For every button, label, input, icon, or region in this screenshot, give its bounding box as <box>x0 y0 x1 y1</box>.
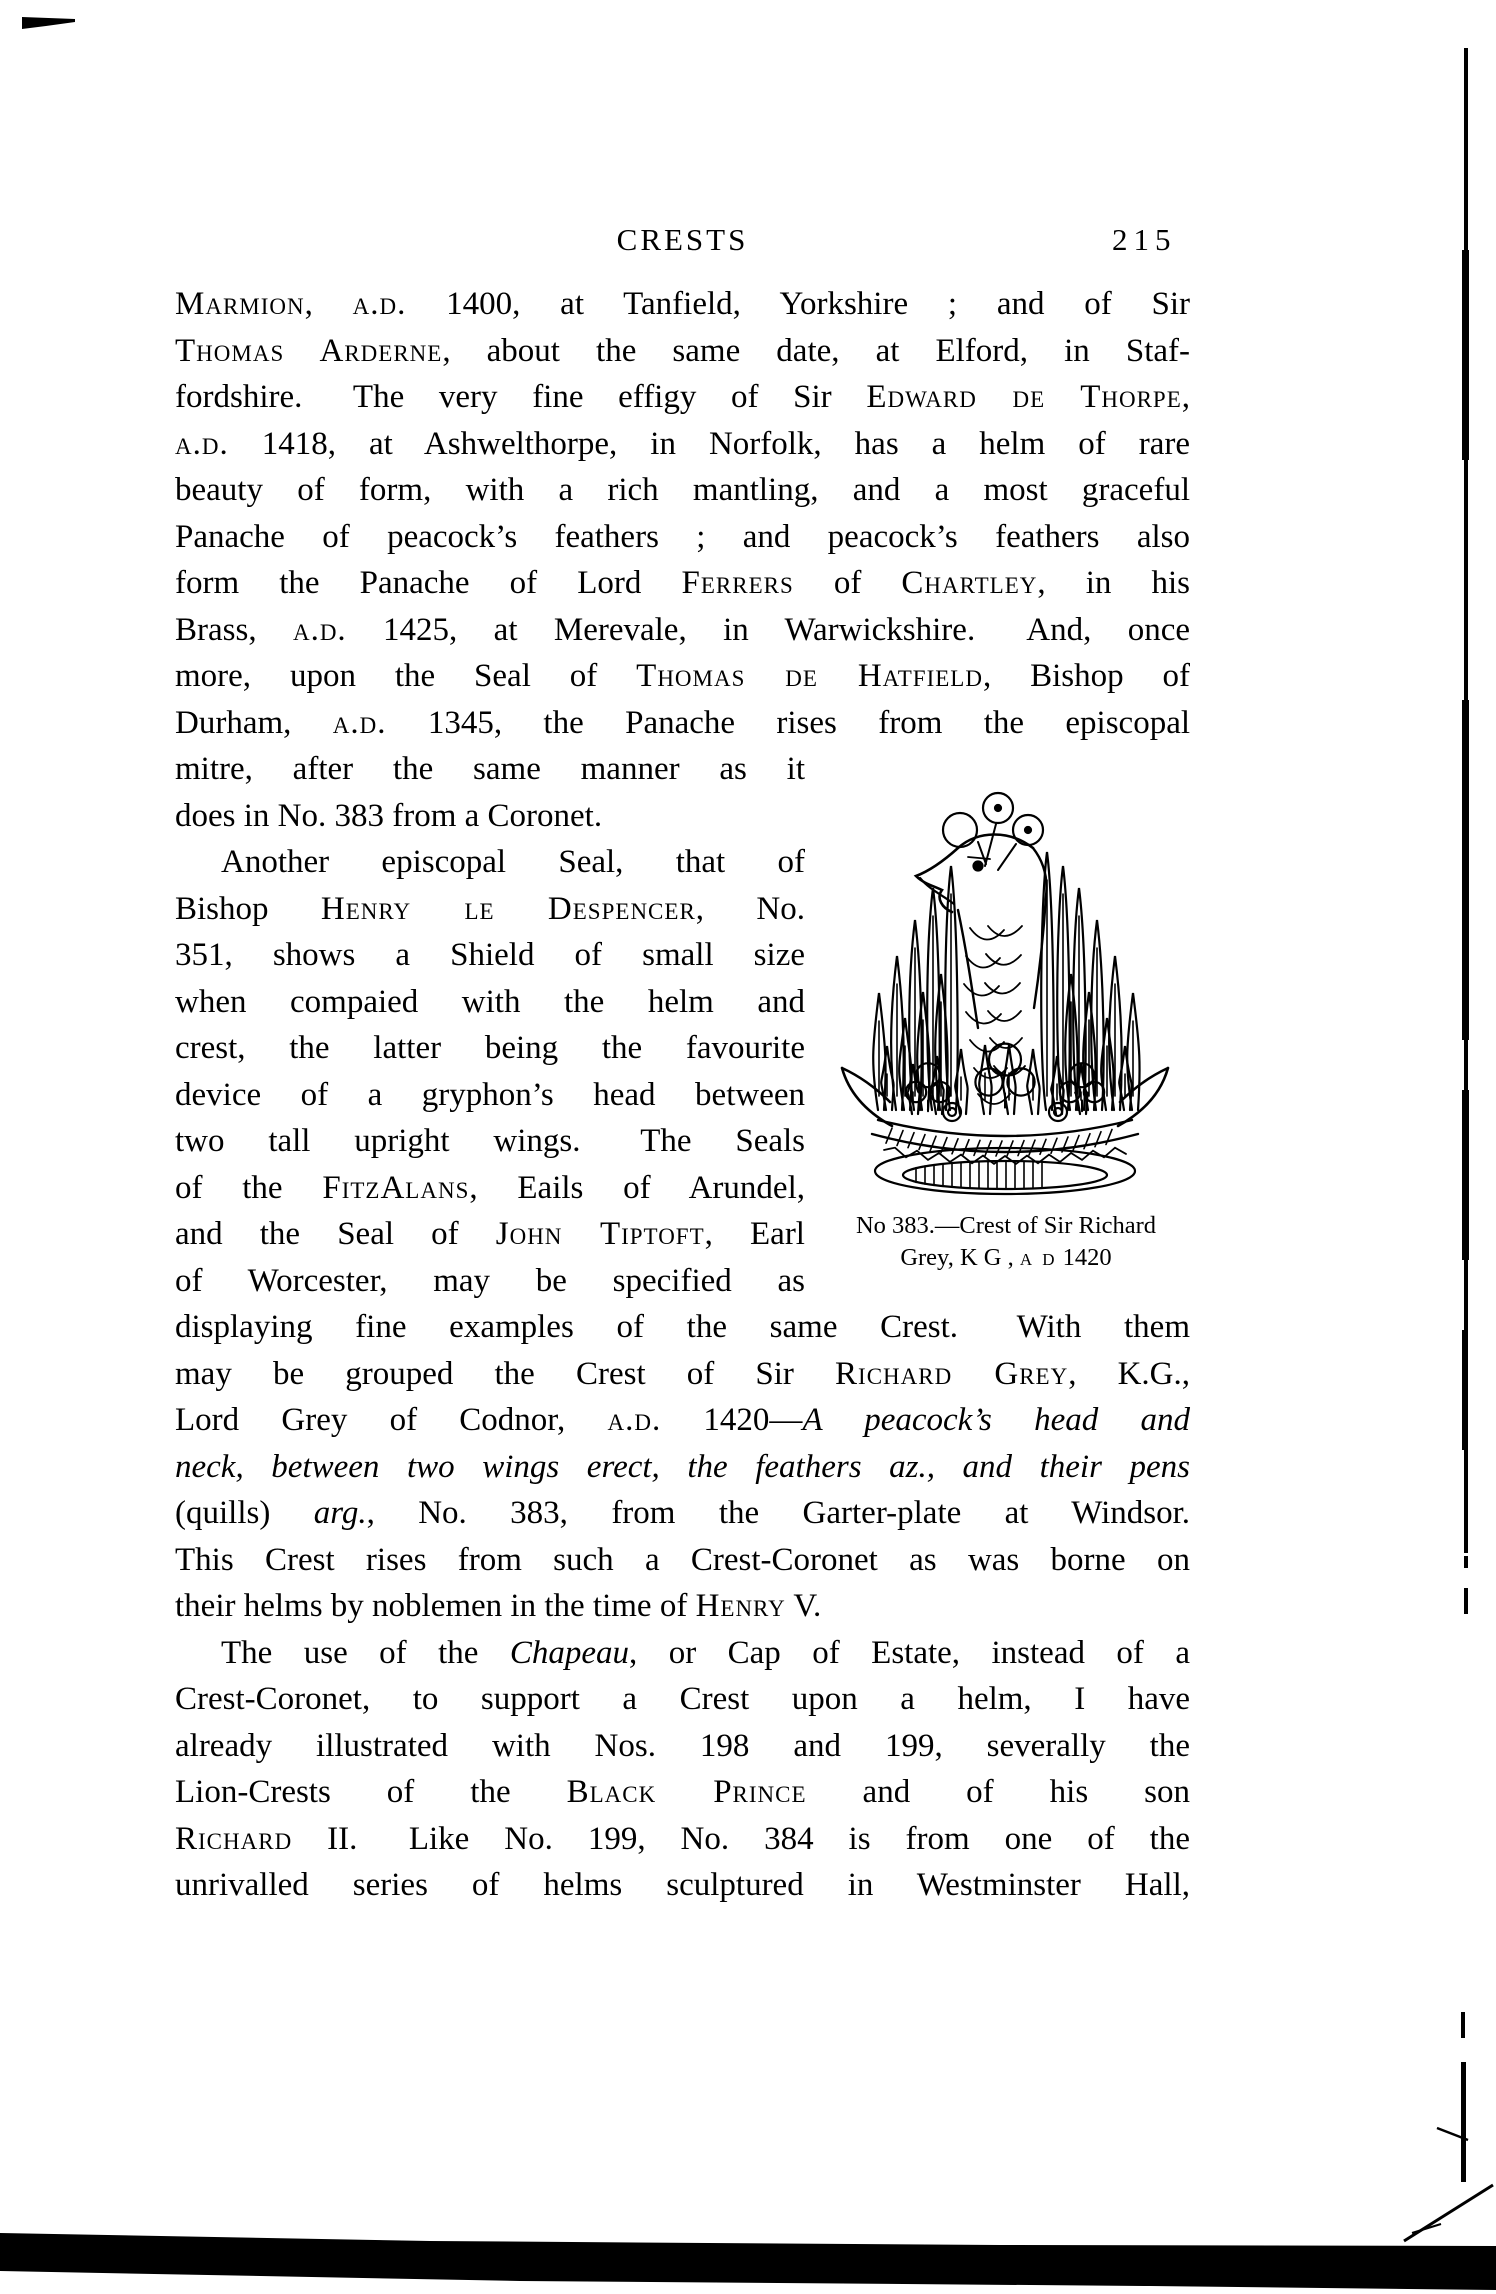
text-segment: of <box>793 565 902 601</box>
text-segment: , Earl <box>704 1216 805 1252</box>
text-line <box>175 1490 1190 1537</box>
text-segment: mitre, after the same manner as it <box>175 751 805 787</box>
text-line <box>175 1072 805 1119</box>
text-segment: II. Like No. 199, No. 384 is from one of the <box>292 1820 1190 1857</box>
text-line <box>175 1118 805 1165</box>
text-line <box>175 1583 1190 1630</box>
text-segment: already illustrated with Nos. 198 and 199, severally the <box>175 1727 1190 1764</box>
text-segment: fordshire. The very fine effigy of Sir <box>175 379 867 415</box>
text-line <box>175 1258 805 1305</box>
text-segment: Thomas Arderne <box>175 332 443 369</box>
text-segment: 351, shows a Shield of small size <box>175 937 805 973</box>
text-segment: Chapeau <box>509 1634 630 1671</box>
text-segment: displaying fine examples of the same Crest. With them <box>175 1309 1190 1345</box>
text-segment: The use of the <box>221 1634 510 1671</box>
text-line <box>175 746 805 793</box>
text-line <box>175 1537 1190 1584</box>
text-segment: Richard <box>175 1820 293 1857</box>
text-segment: A peacock’s head and <box>802 1402 1191 1438</box>
text-segment: Durham, <box>175 704 333 741</box>
scan-artifact-corner-crease <box>1404 2128 1493 2241</box>
scan-artifact-top-left-mark <box>22 17 75 29</box>
text-line <box>175 1723 1190 1770</box>
text-segment: , No. 383, from the Garter-plate at Windsor. <box>366 1495 1191 1531</box>
text-segment: Bishop <box>175 890 321 927</box>
text-line <box>175 1676 1190 1723</box>
text-line <box>175 793 805 840</box>
scan-artifact-right-edge-line <box>1462 700 1469 1040</box>
text-segment: , Bishop of <box>982 658 1190 694</box>
text-segment: of Worcester, may be specified as <box>175 1262 805 1299</box>
text-segment: , in his <box>1037 565 1190 601</box>
text-segment: a.d. <box>332 704 387 741</box>
figure-caption-line-2 <box>820 1242 1192 1274</box>
scan-artifact-right-edge-line <box>1462 1090 1469 1260</box>
scan-artifact-right-edge-line <box>1461 2062 1466 2182</box>
text-segment: (quills) <box>175 1495 314 1531</box>
page-title: CRESTS <box>616 222 749 257</box>
text-segment: form the Panache of Lord <box>175 565 682 601</box>
text-line <box>175 514 1190 561</box>
text-segment: beauty of form, with a rich mantling, and a most graceful <box>175 472 1190 508</box>
text-segment: Another episcopal Seal, that of <box>221 844 805 880</box>
text-segment: may be grouped the Crest of Sir <box>175 1355 836 1392</box>
text-segment: 1420— <box>661 1402 803 1438</box>
text-segment: 1400, at Tanfield, Yorkshire ; and of Sir <box>406 286 1191 322</box>
text-segment: 1425, at Merevale, in Warwickshire. And, once <box>346 611 1190 648</box>
text-segment: , <box>1181 379 1190 415</box>
text-segment: Crest-Coronet, to support a Crest upon a helm, I have <box>175 1681 1190 1717</box>
text-line <box>175 932 805 979</box>
text-line <box>175 839 805 886</box>
text-line <box>175 979 805 1026</box>
text-segment: Marmion <box>175 286 305 322</box>
text-segment: , about the same date, at Elford, in Staf- <box>442 332 1190 369</box>
text-segment: more, upon the Seal of <box>175 658 637 694</box>
text-segment: 1418, at Ashwelthorpe, in Norfolk, has a helm of rare <box>228 425 1190 462</box>
text-segment: Grey, K G , <box>900 1244 1020 1271</box>
text-segment: their helms by noblemen in the time of <box>175 1588 696 1624</box>
text-segment: John Tiptoft <box>495 1216 705 1252</box>
text-segment: Richard Grey <box>835 1355 1069 1392</box>
text-segment: crest, the latter being the favourite <box>175 1030 805 1066</box>
text-line <box>175 700 1190 747</box>
text-segment: Lord Grey of Codnor, <box>175 1402 608 1438</box>
text-segment: 1345, the Panache rises from the episcopal <box>386 704 1191 741</box>
text-line <box>175 281 1190 328</box>
text-segment: Chartley <box>901 565 1038 601</box>
text-line <box>175 886 805 933</box>
text-segment: Ferrers <box>681 565 794 601</box>
text-line <box>175 328 1190 375</box>
text-segment: unrivalled series of helms sculptured in Westminster Hall, <box>175 1867 1190 1903</box>
text-segment: Thomas de Hatfield <box>636 658 983 694</box>
text-line <box>175 467 1190 514</box>
text-segment: two tall upright wings. The Seals <box>175 1123 805 1159</box>
text-segment: , K.G., <box>1068 1355 1191 1392</box>
text-segment: This Crest rises from such a Crest-Coronet as was borne on <box>175 1541 1190 1578</box>
text-line <box>175 1025 805 1072</box>
scan-artifact-bottom-bar <box>0 2233 1496 2290</box>
text-segment: and of his son <box>806 1774 1190 1810</box>
text-segment: a.d. <box>175 425 229 462</box>
text-line <box>175 1304 1190 1351</box>
text-segment: , Eails of Arundel, <box>469 1169 805 1206</box>
text-line <box>175 1397 1190 1444</box>
text-line <box>175 1211 805 1258</box>
scan-artifact-right-edge-line <box>1462 250 1469 460</box>
text-line <box>175 560 1190 607</box>
text-segment: does in No. 383 from a Coronet. <box>175 797 603 834</box>
text-segment: Panache of peacock’s feathers ; and peacock’s feathers also <box>175 518 1190 555</box>
text-segment: a d <box>1019 1244 1057 1271</box>
text-segment: a.d. <box>607 1402 662 1438</box>
text-segment: , <box>304 286 353 322</box>
text-segment: Henry <box>695 1588 786 1624</box>
text-segment: and the Seal of <box>175 1216 496 1252</box>
text-segment: , or Cap of Estate, instead of a <box>629 1634 1190 1671</box>
scan-artifact-right-edge-line <box>1464 1556 1468 1568</box>
text-line <box>175 374 1190 421</box>
text-segment: when compaied with the helm and <box>175 983 805 1020</box>
scan-artifact-right-edge-line <box>1461 2012 1465 2038</box>
text-segment: a.d. <box>292 611 347 648</box>
page-number: 215 <box>1112 222 1177 257</box>
text-line <box>175 607 1190 654</box>
text-segment: of the <box>175 1169 323 1206</box>
text-line <box>175 1630 1190 1677</box>
text-line <box>175 1165 805 1212</box>
text-line <box>175 1351 1190 1398</box>
text-segment: V. <box>785 1588 822 1624</box>
text-segment: 1420 <box>1056 1244 1112 1271</box>
text-line <box>175 1862 1190 1909</box>
text-segment: Edward de Thorpe <box>866 379 1182 415</box>
text-segment: a.d. <box>352 286 407 322</box>
text-segment: FitzAlans <box>322 1169 470 1206</box>
text-segment: Lion-Crests of the <box>175 1774 567 1810</box>
text-line <box>175 1769 1190 1816</box>
text-segment: neck, between two wings erect, the feathers az., and their pens <box>175 1448 1190 1485</box>
text-segment: arg. <box>313 1495 367 1531</box>
text-line <box>175 653 1190 700</box>
scan-artifact-right-edge-line <box>1462 1330 1468 1450</box>
text-segment: device of a gryphon’s head between <box>175 1076 805 1113</box>
text-segment: Brass, <box>175 611 293 648</box>
figure-caption-line-1 <box>820 1210 1192 1242</box>
text-line <box>175 1444 1190 1491</box>
scan-artifact-right-edge-line <box>1464 1588 1468 1614</box>
text-line <box>175 421 1190 468</box>
text-segment: No 383.—Crest of Sir Richard <box>855 1212 1157 1239</box>
text-segment: , No. <box>695 890 805 927</box>
text-segment: Henry le Despencer <box>320 890 696 927</box>
text-segment: Black Prince <box>566 1774 807 1810</box>
crest-engraving <box>820 778 1192 1206</box>
text-line <box>175 1816 1190 1863</box>
crest-engraving-figure <box>820 778 1192 1274</box>
